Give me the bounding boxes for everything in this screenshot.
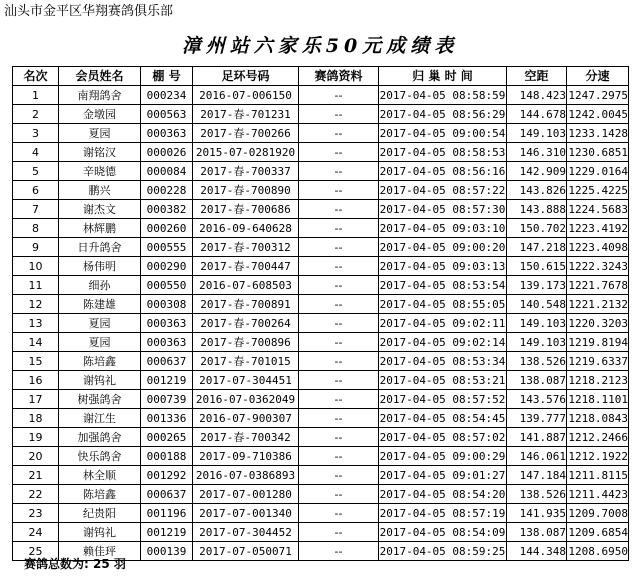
cell-pigeon-info: -- xyxy=(299,523,379,542)
table-row xyxy=(13,181,629,200)
cell-ring-number: 2017-07-304451 xyxy=(193,371,299,390)
table-row xyxy=(13,124,629,143)
cell-pigeon-info: -- xyxy=(299,371,379,390)
header-loft-number: 棚 号 xyxy=(141,67,193,86)
cell-loft-number: 000290 xyxy=(141,257,193,276)
cell-loft-number: 000550 xyxy=(141,276,193,295)
cell-pigeon-info: -- xyxy=(299,428,379,447)
cell-member-name: 辛晓德 xyxy=(59,162,141,181)
cell-ring-number: 2017-春-700890 xyxy=(193,181,299,200)
cell-member-name: 谢钨礼 xyxy=(59,523,141,542)
cell-loft-number: 000228 xyxy=(141,181,193,200)
cell-member-name: 夏园 xyxy=(59,124,141,143)
pigeon-total: 赛鸽总数为: 25 羽 xyxy=(24,557,126,571)
cell-rank: 19 xyxy=(13,428,59,447)
cell-arrival-time: 2017-04-05 09:00:20 xyxy=(379,238,507,257)
table-row xyxy=(13,485,629,504)
cell-ring-number: 2017-春-700266 xyxy=(193,124,299,143)
cell-ring-number: 2017-07-001340 xyxy=(193,504,299,523)
cell-pigeon-info: -- xyxy=(299,447,379,466)
table-row xyxy=(13,143,629,162)
cell-loft-number: 001219 xyxy=(141,523,193,542)
cell-arrival-time: 2017-04-05 09:00:54 xyxy=(379,124,507,143)
cell-speed: 1211.8115 xyxy=(567,466,629,485)
cell-rank: 23 xyxy=(13,504,59,523)
cell-speed: 1220.3203 xyxy=(567,314,629,333)
cell-distance: 144.348 xyxy=(507,542,567,561)
header-ring-number: 足环号码 xyxy=(193,67,299,86)
cell-member-name: 日升鸽舍 xyxy=(59,238,141,257)
cell-loft-number: 000260 xyxy=(141,219,193,238)
cell-arrival-time: 2017-04-05 08:57:19 xyxy=(379,504,507,523)
cell-member-name: 树强鸽舍 xyxy=(59,390,141,409)
cell-arrival-time: 2017-04-05 08:57:02 xyxy=(379,428,507,447)
cell-loft-number: 000382 xyxy=(141,200,193,219)
table-row xyxy=(13,295,629,314)
cell-member-name: 杨伟明 xyxy=(59,257,141,276)
cell-loft-number: 000363 xyxy=(141,124,193,143)
cell-speed: 1212.2466 xyxy=(567,428,629,447)
cell-loft-number: 000739 xyxy=(141,390,193,409)
cell-arrival-time: 2017-04-05 08:53:54 xyxy=(379,276,507,295)
cell-distance: 147.184 xyxy=(507,466,567,485)
cell-ring-number: 2017-07-050071 xyxy=(193,542,299,561)
cell-pigeon-info: -- xyxy=(299,257,379,276)
cell-ring-number: 2017-春-700312 xyxy=(193,238,299,257)
cell-member-name: 谢江生 xyxy=(59,409,141,428)
cell-loft-number: 001336 xyxy=(141,409,193,428)
cell-ring-number: 2015-07-0281920 xyxy=(193,143,299,162)
cell-member-name: 谢杰文 xyxy=(59,200,141,219)
cell-distance: 150.615 xyxy=(507,257,567,276)
cell-speed: 1221.7678 xyxy=(567,276,629,295)
table-row xyxy=(13,86,629,105)
cell-ring-number: 2017-07-304452 xyxy=(193,523,299,542)
header-row xyxy=(13,67,629,86)
cell-arrival-time: 2017-04-05 08:59:25 xyxy=(379,542,507,561)
header-member-name: 会员姓名 xyxy=(59,67,141,86)
cell-ring-number: 2016-07-0362049 xyxy=(193,390,299,409)
cell-loft-number: 000363 xyxy=(141,333,193,352)
cell-ring-number: 2017-春-700686 xyxy=(193,200,299,219)
cell-arrival-time: 2017-04-05 08:57:30 xyxy=(379,200,507,219)
cell-member-name: 金墩园 xyxy=(59,105,141,124)
cell-member-name: 南翔鸽舍 xyxy=(59,86,141,105)
cell-member-name: 夏园 xyxy=(59,314,141,333)
cell-arrival-time: 2017-04-05 09:03:10 xyxy=(379,219,507,238)
cell-member-name: 快乐鸽舍 xyxy=(59,447,141,466)
cell-distance: 146.310 xyxy=(507,143,567,162)
cell-member-name: 陈建雄 xyxy=(59,295,141,314)
table-row xyxy=(13,238,629,257)
cell-distance: 144.678 xyxy=(507,105,567,124)
cell-rank: 11 xyxy=(13,276,59,295)
cell-rank: 2 xyxy=(13,105,59,124)
results-title: 漳州站六家乐50元成绩表 xyxy=(181,35,459,57)
cell-pigeon-info: -- xyxy=(299,238,379,257)
cell-distance: 149.103 xyxy=(507,314,567,333)
cell-speed: 1209.6854 xyxy=(567,523,629,542)
cell-pigeon-info: -- xyxy=(299,162,379,181)
cell-member-name: 加强鸽舍 xyxy=(59,428,141,447)
cell-member-name: 赖佳玶 xyxy=(59,542,141,561)
cell-ring-number: 2017-春-700342 xyxy=(193,428,299,447)
cell-loft-number: 001219 xyxy=(141,371,193,390)
table-row xyxy=(13,504,629,523)
cell-pigeon-info: -- xyxy=(299,124,379,143)
cell-pigeon-info: -- xyxy=(299,352,379,371)
cell-rank: 22 xyxy=(13,485,59,504)
cell-speed: 1223.4098 xyxy=(567,238,629,257)
cell-pigeon-info: -- xyxy=(299,504,379,523)
cell-speed: 1212.1922 xyxy=(567,447,629,466)
cell-loft-number: 001196 xyxy=(141,504,193,523)
cell-rank: 9 xyxy=(13,238,59,257)
cell-pigeon-info: -- xyxy=(299,200,379,219)
cell-loft-number: 000026 xyxy=(141,143,193,162)
cell-distance: 150.702 xyxy=(507,219,567,238)
cell-arrival-time: 2017-04-05 09:03:13 xyxy=(379,257,507,276)
cell-distance: 141.935 xyxy=(507,504,567,523)
cell-loft-number: 000637 xyxy=(141,485,193,504)
cell-ring-number: 2017-09-710386 xyxy=(193,447,299,466)
cell-speed: 1218.0843 xyxy=(567,409,629,428)
cell-rank: 14 xyxy=(13,333,59,352)
cell-speed: 1225.4225 xyxy=(567,181,629,200)
cell-distance: 138.526 xyxy=(507,485,567,504)
cell-pigeon-info: -- xyxy=(299,409,379,428)
header-rank: 名次 xyxy=(13,67,59,86)
cell-ring-number: 2017-春-701015 xyxy=(193,352,299,371)
cell-pigeon-info: -- xyxy=(299,333,379,352)
cell-arrival-time: 2017-04-05 09:02:11 xyxy=(379,314,507,333)
cell-ring-number: 2017-春-700264 xyxy=(193,314,299,333)
cell-pigeon-info: -- xyxy=(299,295,379,314)
cell-ring-number: 2017-春-700896 xyxy=(193,333,299,352)
table-row xyxy=(13,409,629,428)
cell-arrival-time: 2017-04-05 08:56:16 xyxy=(379,162,507,181)
cell-rank: 16 xyxy=(13,371,59,390)
cell-loft-number: 001292 xyxy=(141,466,193,485)
cell-ring-number: 2017-春-700447 xyxy=(193,257,299,276)
cell-distance: 139.173 xyxy=(507,276,567,295)
cell-speed: 1242.0045 xyxy=(567,105,629,124)
table-row xyxy=(13,390,629,409)
cell-arrival-time: 2017-04-05 08:53:21 xyxy=(379,371,507,390)
cell-speed: 1211.4423 xyxy=(567,485,629,504)
cell-pigeon-info: -- xyxy=(299,314,379,333)
cell-arrival-time: 2017-04-05 08:53:34 xyxy=(379,352,507,371)
cell-loft-number: 000084 xyxy=(141,162,193,181)
table-row xyxy=(13,428,629,447)
cell-loft-number: 000363 xyxy=(141,314,193,333)
header-distance: 空距 xyxy=(507,67,567,86)
cell-speed: 1219.8194 xyxy=(567,333,629,352)
cell-arrival-time: 2017-04-05 08:54:20 xyxy=(379,485,507,504)
cell-distance: 143.576 xyxy=(507,390,567,409)
cell-member-name: 陈培鑫 xyxy=(59,485,141,504)
cell-rank: 25 xyxy=(13,542,59,561)
cell-loft-number: 000637 xyxy=(141,352,193,371)
cell-rank: 3 xyxy=(13,124,59,143)
cell-pigeon-info: -- xyxy=(299,485,379,504)
table-row xyxy=(13,219,629,238)
cell-arrival-time: 2017-04-05 09:01:27 xyxy=(379,466,507,485)
cell-ring-number: 2016-07-006150 xyxy=(193,86,299,105)
cell-ring-number: 2017-春-701231 xyxy=(193,105,299,124)
cell-ring-number: 2017-春-700337 xyxy=(193,162,299,181)
table-row xyxy=(13,257,629,276)
cell-arrival-time: 2017-04-05 09:02:14 xyxy=(379,333,507,352)
cell-distance: 138.087 xyxy=(507,371,567,390)
cell-rank: 1 xyxy=(13,86,59,105)
cell-loft-number: 000139 xyxy=(141,542,193,561)
cell-pigeon-info: -- xyxy=(299,542,379,561)
cell-distance: 147.218 xyxy=(507,238,567,257)
cell-speed: 1218.2123 xyxy=(567,371,629,390)
cell-distance: 141.887 xyxy=(507,428,567,447)
cell-speed: 1230.6851 xyxy=(567,143,629,162)
cell-distance: 148.423 xyxy=(507,86,567,105)
cell-ring-number: 2016-07-608503 xyxy=(193,276,299,295)
cell-arrival-time: 2017-04-05 08:54:45 xyxy=(379,409,507,428)
cell-arrival-time: 2017-04-05 08:58:53 xyxy=(379,143,507,162)
cell-distance: 143.826 xyxy=(507,181,567,200)
cell-member-name: 鹏兴 xyxy=(59,181,141,200)
cell-distance: 146.061 xyxy=(507,447,567,466)
cell-member-name: 林辉鹏 xyxy=(59,219,141,238)
cell-rank: 18 xyxy=(13,409,59,428)
cell-speed: 1219.6337 xyxy=(567,352,629,371)
cell-distance: 138.526 xyxy=(507,352,567,371)
cell-loft-number: 000555 xyxy=(141,238,193,257)
table-row xyxy=(13,276,629,295)
cell-pigeon-info: -- xyxy=(299,276,379,295)
cell-speed: 1209.7008 xyxy=(567,504,629,523)
cell-distance: 139.777 xyxy=(507,409,567,428)
cell-speed: 1208.6950 xyxy=(567,542,629,561)
cell-arrival-time: 2017-04-05 08:58:59 xyxy=(379,86,507,105)
cell-loft-number: 000188 xyxy=(141,447,193,466)
cell-speed: 1233.1428 xyxy=(567,124,629,143)
header-pigeon-info: 赛鸽资料 xyxy=(299,67,379,86)
cell-rank: 10 xyxy=(13,257,59,276)
cell-member-name: 纪贵阳 xyxy=(59,504,141,523)
cell-distance: 138.087 xyxy=(507,523,567,542)
cell-member-name: 细孙 xyxy=(59,276,141,295)
table-row xyxy=(13,314,629,333)
cell-pigeon-info: -- xyxy=(299,143,379,162)
table-row xyxy=(13,371,629,390)
table-row xyxy=(13,352,629,371)
table-row xyxy=(13,447,629,466)
table-row xyxy=(13,523,629,542)
header-speed: 分速 xyxy=(567,67,629,86)
cell-speed: 1229.0164 xyxy=(567,162,629,181)
cell-pigeon-info: -- xyxy=(299,86,379,105)
cell-rank: 4 xyxy=(13,143,59,162)
cell-member-name: 陈培鑫 xyxy=(59,352,141,371)
table-row xyxy=(13,333,629,352)
cell-ring-number: 2017-07-001280 xyxy=(193,485,299,504)
cell-member-name: 林全顺 xyxy=(59,466,141,485)
cell-arrival-time: 2017-04-05 09:00:29 xyxy=(379,447,507,466)
cell-distance: 142.909 xyxy=(507,162,567,181)
cell-arrival-time: 2017-04-05 08:54:09 xyxy=(379,523,507,542)
cell-rank: 21 xyxy=(13,466,59,485)
cell-ring-number: 2016-09-640628 xyxy=(193,219,299,238)
cell-speed: 1221.2132 xyxy=(567,295,629,314)
cell-speed: 1224.5683 xyxy=(567,200,629,219)
cell-distance: 149.103 xyxy=(507,124,567,143)
cell-loft-number: 000563 xyxy=(141,105,193,124)
cell-rank: 24 xyxy=(13,523,59,542)
cell-rank: 5 xyxy=(13,162,59,181)
cell-member-name: 谢铭汉 xyxy=(59,143,141,162)
club-name: 汕头市金平区华翔赛鸽俱乐部 xyxy=(4,4,174,19)
cell-rank: 6 xyxy=(13,181,59,200)
cell-arrival-time: 2017-04-05 08:57:52 xyxy=(379,390,507,409)
cell-speed: 1247.2975 xyxy=(567,86,629,105)
header-arrival-time: 归 巢 时 间 xyxy=(379,67,507,86)
cell-ring-number: 2017-春-700891 xyxy=(193,295,299,314)
cell-rank: 15 xyxy=(13,352,59,371)
table-row xyxy=(13,105,629,124)
cell-member-name: 夏园 xyxy=(59,333,141,352)
cell-speed: 1222.3243 xyxy=(567,257,629,276)
cell-loft-number: 000308 xyxy=(141,295,193,314)
cell-pigeon-info: -- xyxy=(299,105,379,124)
cell-rank: 13 xyxy=(13,314,59,333)
cell-pigeon-info: -- xyxy=(299,219,379,238)
table-row xyxy=(13,162,629,181)
cell-rank: 7 xyxy=(13,200,59,219)
cell-ring-number: 2016-07-0386893 xyxy=(193,466,299,485)
results-body xyxy=(13,86,629,561)
cell-member-name: 谢钨礼 xyxy=(59,371,141,390)
table-row xyxy=(13,200,629,219)
cell-pigeon-info: -- xyxy=(299,390,379,409)
cell-arrival-time: 2017-04-05 08:56:29 xyxy=(379,105,507,124)
cell-arrival-time: 2017-04-05 08:57:22 xyxy=(379,181,507,200)
cell-speed: 1218.1101 xyxy=(567,390,629,409)
cell-distance: 143.888 xyxy=(507,200,567,219)
cell-loft-number: 000234 xyxy=(141,86,193,105)
cell-speed: 1223.4192 xyxy=(567,219,629,238)
cell-distance: 140.548 xyxy=(507,295,567,314)
cell-pigeon-info: -- xyxy=(299,181,379,200)
cell-arrival-time: 2017-04-05 08:55:05 xyxy=(379,295,507,314)
cell-rank: 8 xyxy=(13,219,59,238)
results-table xyxy=(12,66,629,561)
cell-loft-number: 000265 xyxy=(141,428,193,447)
cell-distance: 149.103 xyxy=(507,333,567,352)
cell-rank: 20 xyxy=(13,447,59,466)
cell-rank: 12 xyxy=(13,295,59,314)
cell-rank: 17 xyxy=(13,390,59,409)
cell-pigeon-info: -- xyxy=(299,466,379,485)
cell-ring-number: 2016-07-900307 xyxy=(193,409,299,428)
table-row xyxy=(13,466,629,485)
